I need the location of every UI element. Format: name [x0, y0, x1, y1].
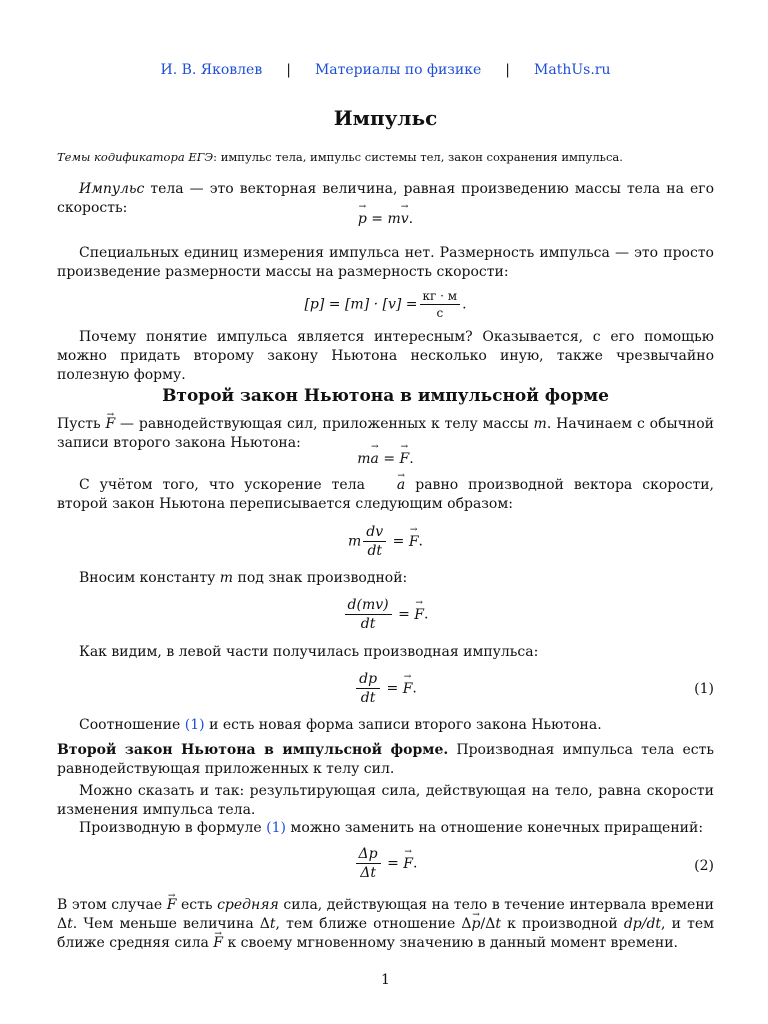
math-f-vector: F → [403, 681, 413, 697]
paragraph-text: есть [176, 897, 218, 913]
equation-1 [57, 671, 714, 706]
math-f-vector: F → [409, 534, 419, 550]
paragraph-text: Соотношение [79, 717, 185, 733]
fraction-numerator: кг · м [420, 289, 461, 305]
fraction-numerator: Δp [356, 846, 381, 864]
math-op: = [382, 855, 404, 872]
author-link[interactable]: И. В. Яковлев [160, 62, 263, 78]
page-header [57, 62, 714, 78]
equation-ref-link[interactable]: (1) [266, 820, 286, 836]
topics-label: Темы кодификатора ЕГЭ [57, 150, 214, 164]
equation-ref-link[interactable]: (1) [184, 717, 205, 733]
paragraph-relation [57, 716, 714, 735]
paragraph-text: . Чем меньше величина Δ [72, 916, 270, 932]
math-a-vector: a → [375, 476, 405, 495]
math-end: . [462, 296, 467, 313]
paragraph-text: под знак производной: [233, 570, 408, 586]
math-op: = [393, 606, 415, 623]
equation-number-1: (1) [694, 681, 714, 697]
equation-newton [57, 451, 714, 467]
paragraph-constant [57, 569, 714, 588]
term-impulse: Импульс [79, 181, 145, 197]
math-f-vector: F → [414, 607, 424, 623]
fraction-denominator: dt [360, 616, 376, 632]
site-link[interactable]: MathUs.ru [534, 62, 611, 78]
math-m: m [357, 451, 371, 467]
fraction-dp-dt [356, 671, 380, 706]
paragraph-let-f [57, 415, 714, 453]
math-f-vector: F → [213, 934, 223, 953]
math-end: . [412, 680, 417, 697]
math-op: = [388, 533, 409, 550]
paragraph-text: — равнодействующая сил, приложенных к телу массы [115, 416, 534, 432]
paragraph-text: Производную в формуле [79, 820, 267, 836]
fraction-numerator: dv [363, 524, 386, 542]
page-title: Импульс [333, 106, 438, 130]
paragraph-text: В этом случае [57, 897, 167, 913]
paragraph-text: к своему мгновенному значению в данный момент времени. [223, 935, 678, 951]
document-page [57, 0, 714, 1024]
math-dimension-lhs: [p] = [m] · [v] = [304, 296, 418, 313]
fraction-dv-dt [363, 524, 386, 559]
paragraph-text: к производной [500, 916, 624, 932]
math-end: . [409, 451, 414, 467]
paragraph-text: /Δ [480, 916, 496, 932]
paragraph-units: Специальных единиц измерения импульса нет. Размерность импульса — это просто произведение размерности массы на размерность скорости: [57, 245, 714, 280]
math-t: t [67, 916, 73, 932]
math-p-vector: p → [358, 211, 367, 227]
paragraph-law-statement [57, 741, 714, 779]
paragraph-text: тела — это векторная величина, равная произведению массы тела на его скорость: [57, 181, 714, 216]
header-separator: | [505, 62, 511, 78]
paragraph-finite [57, 819, 714, 838]
paragraph-restatement: Можно сказать и так: результирующая сила, действующая на тело, равна скорости изменения импульса тела. [57, 783, 714, 818]
paragraph-text: и есть новая форма записи второго закона Ньютона. [204, 717, 602, 733]
fraction-numerator: d(mv) [345, 597, 392, 615]
math-end: . [412, 855, 418, 872]
paragraph-acceleration [57, 476, 714, 514]
fraction-numerator: dp [356, 671, 380, 689]
math-m: m [387, 211, 401, 227]
paragraph-text: можно заменить на отношение конечных приращений: [285, 820, 704, 836]
math-op: = [366, 211, 388, 227]
header-separator: | [286, 62, 291, 78]
math-f-vector: F → [400, 451, 410, 467]
math-op: = [382, 680, 403, 697]
materials-link[interactable]: Материалы по физике [314, 62, 482, 78]
math-end: . [408, 211, 414, 227]
fraction-denominator: Δt [360, 865, 376, 881]
topics-line [57, 149, 714, 165]
math-t: t [269, 916, 276, 932]
paragraph-text: сила, действующая на тело в течение интервала времени Δ [57, 897, 714, 932]
math-m: m [533, 416, 547, 432]
math-v-vector: v → [401, 211, 409, 227]
paragraph-left-side: Как видим, в левой части получилась производная импульса: [79, 644, 539, 660]
equation-m-dv-dt [57, 524, 714, 559]
fraction-denominator: dt [367, 543, 383, 559]
math-t: t [495, 916, 501, 932]
equation-momentum [57, 211, 714, 227]
section-heading: Второй закон Ньютона в импульсной форме [162, 386, 609, 406]
paragraph-text: С учётом того, что ускорение тела [79, 477, 375, 493]
math-op: = [378, 451, 400, 467]
math-m: m [219, 570, 234, 586]
paragraph-average-force [57, 896, 714, 953]
fraction-units [420, 289, 461, 320]
paragraph-text: Пусть [57, 416, 106, 432]
fraction-dmv-dt [345, 597, 392, 632]
equation-d-mv-dt [57, 597, 714, 632]
emphasis-average: средняя [217, 897, 279, 913]
math-end: . [423, 606, 429, 623]
paragraph-text: Производная импульса тела есть равнодействующая приложенных к телу сил. [57, 742, 714, 777]
math-f-vector: F → [106, 415, 116, 434]
equation-number-2: (2) [694, 858, 714, 874]
math-m: m [348, 533, 362, 550]
fraction-denominator: dt [360, 690, 376, 706]
paragraph-text: равно производной вектора скорости, второй закон Ньютона переписывается следующим образом: [57, 477, 715, 512]
law-heading: Второй закон Ньютона в импульсной форме. [57, 742, 449, 758]
math-a-vector: a → [371, 451, 379, 467]
math-f-vector: F → [403, 856, 413, 872]
math-dp-dt: dp/dt [623, 916, 662, 932]
equation-2 [57, 846, 714, 881]
paragraph-text: , и тем ближе средняя сила [57, 916, 714, 951]
fraction-delta-p-delta-t [356, 846, 381, 881]
paragraph-text: , тем ближе отношение Δ [275, 916, 472, 932]
math-p-vector: p → [472, 915, 481, 934]
math-end: . [418, 533, 423, 550]
paragraph-motivation: Почему понятие импульса является интересным? Оказывается, с его помощью можно придать второму закону Ньютона несколько иную, также чрезвычайно полезную форму. [57, 329, 714, 383]
page-number: 1 [381, 972, 390, 988]
paragraph-text: . Начинаем с обычной записи второго закона Ньютона: [57, 416, 714, 451]
topics-text: : импульс тела, импульс системы тел, закон сохранения импульса. [213, 150, 623, 164]
fraction-denominator: с [436, 306, 444, 320]
math-f-vector: F → [167, 896, 177, 915]
paragraph-text: Вносим константу [79, 570, 220, 586]
equation-dimension [57, 289, 714, 320]
